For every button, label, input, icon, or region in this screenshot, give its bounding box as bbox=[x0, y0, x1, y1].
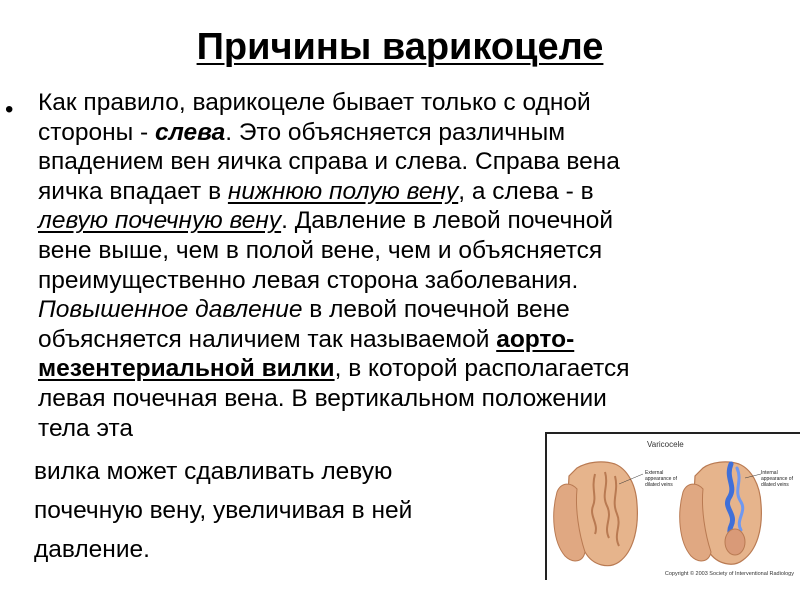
page-title: Причины варикоцеле bbox=[196, 26, 604, 68]
text-run: в левой почечной вене bbox=[302, 296, 570, 324]
text-run: яичка впадает в bbox=[38, 177, 228, 205]
testis-shape bbox=[725, 529, 745, 555]
para-line: впадением вен яичка справа и слева. Справа вена bbox=[38, 148, 620, 176]
text-run: . Это объясняется различным bbox=[225, 118, 566, 146]
cont-line: давление. bbox=[34, 536, 150, 563]
term-inferior-vena-cava: нижнюю полую вену bbox=[227, 177, 459, 205]
para-line bbox=[38, 118, 798, 148]
term-aorto-mesenteric-1: аорто- bbox=[496, 325, 575, 353]
emphasis-left: слева bbox=[155, 118, 226, 146]
cont-line: почечную вену, увеличивая в ней bbox=[34, 497, 413, 524]
term-left-renal-vein: левую почечную вену bbox=[38, 207, 282, 235]
bullet-marker: • bbox=[5, 96, 14, 123]
main-paragraph bbox=[38, 88, 798, 443]
para-line: вене выше, чем в полой вене, чем и объясняется bbox=[38, 236, 603, 264]
cont-line: вилка может сдавливать левую bbox=[34, 458, 393, 485]
external-view bbox=[554, 462, 643, 566]
text-run: стороны - bbox=[38, 118, 155, 146]
para-line bbox=[38, 206, 798, 236]
para-line: преимущественно левая сторона заболевания. bbox=[38, 266, 579, 294]
text-run: . Давление в левой почечной bbox=[281, 207, 614, 235]
anatomy-drawing bbox=[547, 434, 800, 580]
text-run: объясняется наличием так называемой bbox=[38, 325, 497, 353]
note-internal: Internal appearance of dilated veins bbox=[761, 470, 793, 488]
para-line bbox=[38, 295, 798, 325]
para-line: левая почечная вена. В вертикальном положении bbox=[38, 384, 607, 412]
para-line: тела эта bbox=[38, 414, 134, 442]
text-run: , в которой располагается bbox=[334, 355, 630, 383]
note-external: External appearance of dilated veins bbox=[645, 470, 677, 488]
text-run: , а слева - в bbox=[458, 177, 594, 205]
continuation-text bbox=[34, 452, 534, 569]
internal-view bbox=[680, 462, 762, 564]
para-line: Как правило, варикоцеле бывает только с одной bbox=[38, 89, 591, 116]
term-increased-pressure: Повышенное давление bbox=[38, 296, 303, 324]
figure-title: Varicocele bbox=[647, 440, 684, 449]
varicocele-illustration bbox=[545, 432, 800, 580]
para-line bbox=[38, 177, 798, 207]
term-aorto-mesenteric-2: мезентериальной вилки bbox=[38, 355, 335, 383]
para-line bbox=[38, 354, 798, 384]
figure-copyright: Copyright © 2003 Society of Interventional Radiology bbox=[664, 571, 794, 577]
para-line bbox=[38, 325, 798, 355]
